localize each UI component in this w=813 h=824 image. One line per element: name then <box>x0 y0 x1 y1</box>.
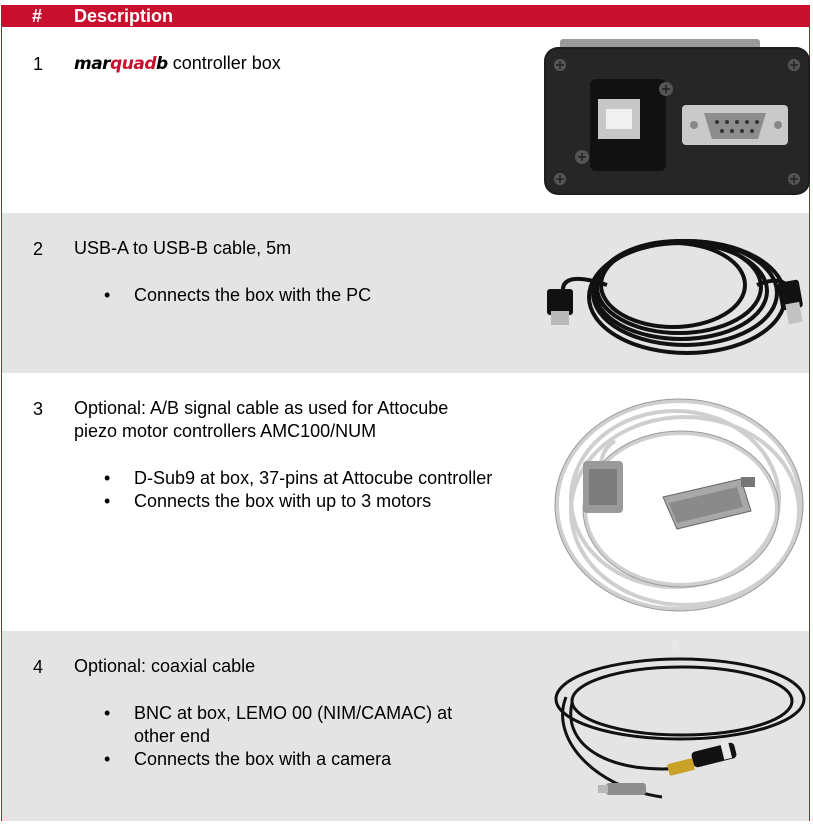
table-header <box>2 5 809 27</box>
table-row <box>2 631 809 821</box>
row-index: 3 <box>33 399 44 419</box>
row-bullet: • BNC at box, LEMO 00 (NIM/CAMAC) at other end <box>74 702 474 748</box>
row-description <box>74 237 544 307</box>
usb-cable-photo <box>547 215 809 371</box>
row-index: 4 <box>33 657 44 677</box>
row-bullet: • D-Sub9 at box, 37-pins at Attocube controller <box>74 467 544 490</box>
row-index: 2 <box>33 239 44 259</box>
parts-table <box>1 5 810 821</box>
signal-cable-photo <box>545 379 811 627</box>
controller-box-photo <box>542 39 812 199</box>
row-title: controller box <box>172 53 281 73</box>
header-num: # <box>32 6 43 26</box>
table-row <box>2 27 809 213</box>
row-title-line1: Optional: A/B signal cable as used for Attocube <box>74 398 449 418</box>
row-description <box>74 655 514 771</box>
row-bullet: • Connects the box with the PC <box>74 284 544 307</box>
row-bullet: • Connects the box with a camera <box>74 748 514 771</box>
row-description <box>74 397 544 513</box>
row-title-line2: piezo motor controllers AMC100/NUM <box>74 421 377 441</box>
row-index: 1 <box>33 54 44 74</box>
row-title: Optional: coaxial cable <box>74 656 256 676</box>
row-description <box>74 52 544 76</box>
table-row <box>2 213 809 373</box>
coaxial-cable-photo <box>542 637 810 821</box>
header-description: Description <box>74 6 174 26</box>
table-row <box>2 373 809 631</box>
marquadb-logo: marquadb <box>74 54 168 74</box>
row-title: USB-A to USB-B cable, 5m <box>74 238 292 258</box>
row-bullet: • Connects the box with up to 3 motors <box>74 490 544 513</box>
